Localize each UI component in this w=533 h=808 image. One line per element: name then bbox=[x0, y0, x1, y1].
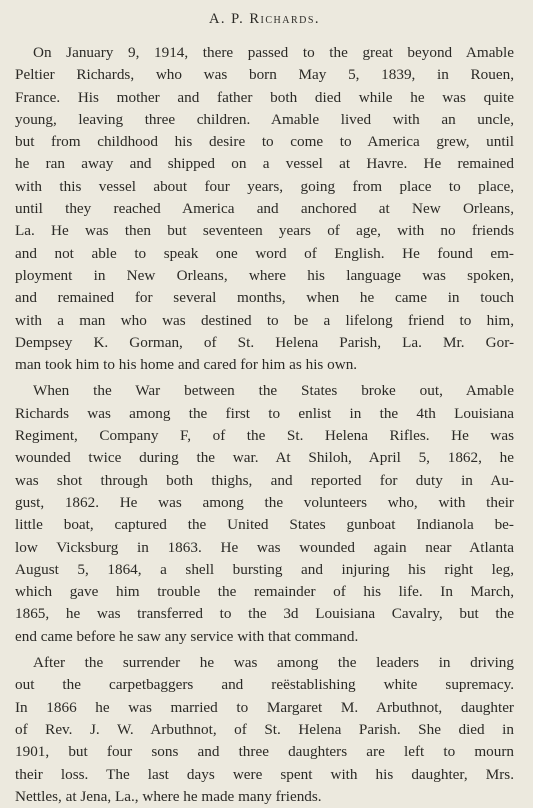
text-line: low Vicksburg in 1863. He was wounded again near Atlanta bbox=[15, 538, 514, 556]
text-line: out the carpetbaggers and reëstablishing white supremacy. bbox=[15, 676, 514, 694]
text-line: was shot through both thighs, and reported for duty in Au- bbox=[15, 471, 514, 489]
text-line: their loss. The last days were spent with his daughter, Mrs. bbox=[15, 765, 514, 783]
text-line: Richards was among the first to enlist in the 4th Louisiana bbox=[15, 404, 514, 422]
text-line: France. His mother and father both died while he was quite bbox=[15, 88, 514, 106]
text-line: In 1866 he was married to Margaret M. Arbuthnot, daughter bbox=[15, 698, 514, 716]
paragraph-2 bbox=[15, 380, 514, 648]
text-line: with this vessel about four years, going from place to place, bbox=[15, 177, 514, 195]
text-line: Nettles, at Jena, La., where he made many friends. bbox=[15, 787, 322, 805]
paragraph-3 bbox=[15, 652, 514, 808]
text-line: man took him to his home and cared for him as his own. bbox=[15, 356, 358, 374]
text-line: end came before he saw any service with that command. bbox=[15, 627, 359, 645]
text-line: 1865, he was transferred to the 3d Louisiana Cavalry, but the bbox=[15, 605, 514, 623]
text-line: until they reached America and anchored at New Orleans, bbox=[15, 200, 514, 218]
text-line: little boat, captured the United States gunboat Indianola be- bbox=[15, 516, 514, 534]
text-line: but from childhood his desire to come to America grew, until bbox=[15, 133, 514, 151]
text-line: which gave him trouble the remainder of his life. In March, bbox=[15, 583, 514, 601]
text-line: with a man who was destined to be a lifelong friend to him, bbox=[15, 311, 514, 329]
text-line: wounded twice during the war. At Shiloh, April 5, 1862, he bbox=[15, 449, 514, 467]
text-line: 1901, but four sons and three daughters are left to mourn bbox=[15, 743, 514, 761]
text-line: August 5, 1864, a shell bursting and injuring his right leg, bbox=[15, 560, 514, 578]
text-line: and remained for several months, when he came in touch bbox=[15, 289, 514, 307]
text-line: of Rev. J. W. Arbuthnot, of St. Helena Parish. She died in bbox=[15, 720, 514, 738]
page-heading: A. P. Richards. bbox=[208, 11, 321, 27]
text-line: After the surrender he was among the leaders in driving bbox=[33, 654, 514, 672]
text-line: young, leaving three children. Amable lived with an uncle, bbox=[15, 110, 514, 128]
paragraph-1 bbox=[15, 42, 514, 376]
text-line: On January 9, 1914, there passed to the great beyond Amable bbox=[33, 44, 514, 61]
text-line: Dempsey K. Gorman, of St. Helena Parish, La. Mr. Gor- bbox=[15, 333, 514, 351]
text-line: ployment in New Orleans, where his language was spoken, bbox=[15, 266, 514, 284]
text-line: he ran away and shipped on a vessel at Havre. He remained bbox=[15, 155, 514, 173]
text-line: Peltier Richards, who was born May 5, 1839, in Rouen, bbox=[15, 66, 514, 84]
text-line: Regiment, Company F, of the St. Helena Rifles. He was bbox=[15, 427, 514, 445]
text-line: gust, 1862. He was among the volunteers who, with their bbox=[15, 493, 514, 511]
text-line: La. He was then but seventeen years of age, with no friends bbox=[15, 222, 514, 240]
text-line: When the War between the States broke out, Amable bbox=[33, 382, 514, 400]
text-line: and not able to speak one word of English. He found em- bbox=[15, 244, 514, 262]
